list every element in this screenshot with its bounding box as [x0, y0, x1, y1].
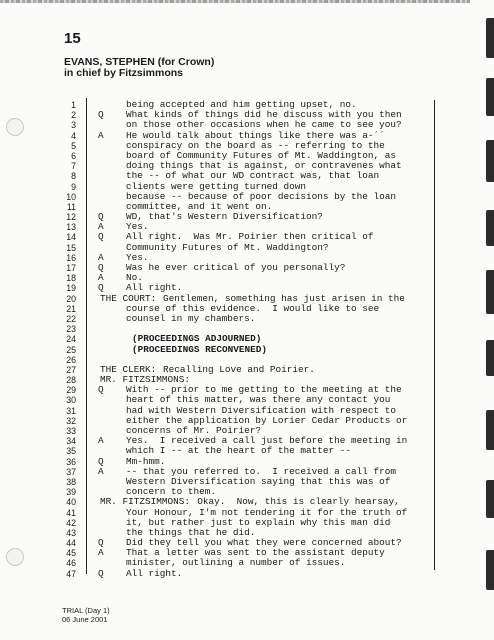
- line-number: 16: [66, 252, 76, 263]
- line-number: 42: [66, 517, 76, 528]
- line-number: 28: [66, 375, 76, 386]
- footer-date: 06 June 2001: [62, 615, 108, 624]
- footer-trial-day: TRIAL (Day 1): [62, 606, 110, 615]
- speaker-label: Q: [98, 537, 104, 549]
- page-number: 15: [64, 30, 81, 47]
- line-number: 39: [66, 487, 76, 498]
- binder-tab: [486, 140, 494, 182]
- line-number: 20: [66, 293, 76, 304]
- line-number: 34: [66, 436, 76, 447]
- line-text: Your Honour, I'm not tendering it for the truth of: [126, 506, 408, 518]
- line-number: 26: [66, 354, 76, 365]
- line-text: What kinds of things did he discuss with you then: [126, 109, 402, 121]
- binder-tab: [486, 480, 494, 518]
- right-margin-rule: [434, 100, 435, 570]
- line-number: 4: [71, 130, 76, 141]
- line-text: (PROCEEDINGS RECONVENED): [132, 343, 268, 355]
- line-text: Okay. Now, this is clearly hearsay,: [197, 496, 400, 508]
- punch-hole-top: [6, 118, 24, 136]
- line-number: 40: [66, 497, 76, 508]
- line-text: either the application by Lorier Cedar Products or: [126, 414, 408, 426]
- line-text: Yes. I received a call just before the meeting in: [126, 435, 408, 447]
- line-number: 2: [71, 110, 76, 121]
- line-text: had with Western Diversification with respect to: [126, 404, 397, 416]
- line-text: WD, that's Western Diversification?: [126, 211, 323, 223]
- transcript-line: [56, 171, 434, 181]
- transcript-line: [56, 243, 434, 253]
- line-text: No.: [126, 272, 143, 284]
- witness-heading: [64, 57, 214, 79]
- line-text: counsel in my chambers.: [126, 312, 256, 324]
- line-number: 30: [66, 395, 76, 406]
- line-text: which I -- at the heart of the matter --: [126, 445, 352, 457]
- line-number: 14: [66, 232, 76, 243]
- transcript-line: [56, 477, 434, 487]
- line-text: concerns of Mr. Poirier?: [126, 425, 262, 436]
- line-text: minister, outlining a number of issues.: [126, 557, 346, 569]
- line-text: Did they tell you what they were concerned about?: [126, 537, 402, 549]
- line-text: Was he ever critical of you personally?: [126, 262, 346, 273]
- transcript-line: [56, 212, 434, 222]
- binder-tab: [486, 410, 494, 450]
- line-number: 18: [66, 273, 76, 284]
- speaker-label: A: [98, 129, 104, 141]
- line-number: 12: [66, 212, 76, 223]
- speaker-label: Q: [98, 231, 104, 243]
- line-text: clients were getting turned down: [126, 180, 307, 192]
- line-text: Western Diversification saying that this was of: [126, 475, 391, 487]
- line-text: He would talk about things like there was a-´´: [126, 129, 385, 141]
- speaker-label: MR. FITZSIMMONS:: [100, 496, 191, 508]
- line-number: 47: [66, 568, 76, 579]
- line-number: 44: [66, 538, 76, 549]
- line-text: being accepted and him getting upset, no.: [126, 99, 357, 110]
- line-number: 45: [66, 548, 76, 559]
- line-text: Community Futures of Mt. Waddington?: [126, 241, 329, 253]
- line-text: board of Community Futures of Mt. Waddington, as: [126, 149, 397, 161]
- line-number: 9: [71, 181, 76, 192]
- line-number: 21: [66, 303, 76, 314]
- speaker-label: Q: [98, 282, 104, 294]
- speaker-label: Q: [98, 109, 104, 121]
- line-text: All right.: [126, 282, 183, 294]
- speaker-label: A: [98, 221, 104, 233]
- examination-type: in chief by Fitzsimmons: [64, 67, 184, 79]
- line-number: 33: [66, 426, 76, 436]
- line-text: conspiracy on the board as -- referring to the: [126, 139, 385, 151]
- transcript-line: [56, 345, 434, 355]
- scan-edge: [0, 0, 470, 3]
- line-number: 38: [66, 476, 76, 487]
- line-number: 29: [66, 385, 76, 396]
- speaker-label: Q: [98, 567, 104, 579]
- line-number: 23: [66, 324, 76, 335]
- speaker-label: THE COURT:: [100, 292, 157, 304]
- line-number: 41: [66, 507, 76, 518]
- transcript-line: [56, 497, 434, 507]
- transcript-line: [56, 334, 434, 344]
- speaker-label: Q: [98, 384, 104, 396]
- speaker-label: A: [98, 251, 104, 263]
- binder-tab: [486, 340, 494, 376]
- line-number: 35: [66, 446, 76, 457]
- line-number: 3: [71, 120, 76, 131]
- line-number: 22: [66, 313, 76, 324]
- transcript-line: [56, 558, 434, 568]
- speaker-label: THE CLERK:: [100, 363, 157, 375]
- line-number: 5: [71, 140, 76, 151]
- line-text: because -- because of poor decisions by the loan: [126, 190, 397, 202]
- speaker-label: Q: [98, 455, 104, 467]
- line-text: doing things that is against, or contravenes what: [126, 160, 402, 172]
- speaker-label: Q: [98, 262, 104, 273]
- line-number: 15: [66, 242, 76, 253]
- line-text: With -- prior to me getting to the meeting at the: [126, 384, 402, 396]
- line-text: Recalling Love and Poirier.: [163, 363, 315, 375]
- line-number: 19: [66, 283, 76, 294]
- binder-tab: [486, 210, 494, 246]
- transcript-line: [56, 569, 434, 579]
- line-text: on those other occasions when he came to see you?: [126, 119, 402, 131]
- line-number: 8: [71, 171, 76, 182]
- line-text: committee, and it went on.: [126, 200, 273, 212]
- line-text: All right.: [126, 567, 183, 579]
- transcript-line: [56, 314, 434, 324]
- binder-tab: [486, 550, 494, 590]
- line-number: 17: [66, 263, 76, 273]
- transcript-line: [56, 446, 434, 456]
- line-text: Gentlemen, something has just arisen in the: [163, 292, 405, 304]
- line-number: 1: [71, 100, 76, 110]
- speaker-label: A: [98, 435, 104, 447]
- page-footer: [62, 606, 110, 624]
- line-text: it, but rather just to explain why this man did: [126, 516, 391, 528]
- line-number: 24: [66, 334, 76, 345]
- line-number: 11: [66, 201, 76, 212]
- line-number: 37: [66, 466, 76, 477]
- witness-name: EVANS, STEPHEN (for Crown): [64, 56, 215, 68]
- line-text: All right. Was Mr. Poirier then critical of: [126, 231, 374, 243]
- binder-tab: [486, 270, 494, 314]
- line-text: the things that he did.: [126, 526, 256, 538]
- line-text: (PROCEEDINGS ADJOURNED): [132, 333, 262, 345]
- speaker-label: Q: [98, 211, 104, 223]
- line-number: 13: [66, 222, 76, 233]
- line-number: 31: [66, 405, 76, 416]
- transcript-line: [56, 263, 434, 273]
- speaker-label: MR. FITZSIMMONS:: [100, 374, 191, 386]
- transcript-lines: [56, 100, 434, 579]
- speaker-label: A: [98, 547, 104, 559]
- line-number: 6: [71, 150, 76, 161]
- speaker-label: A: [98, 272, 104, 284]
- line-number: 27: [66, 364, 76, 375]
- line-text: Yes.: [126, 221, 149, 233]
- line-text: the -- of what our WD contract was, that loan: [126, 170, 380, 182]
- line-text: concern to them.: [126, 486, 217, 498]
- line-number: 36: [66, 456, 76, 467]
- line-text: Mm-hmm.: [126, 455, 166, 467]
- speaker-label: A: [98, 465, 104, 477]
- line-text: Yes.: [126, 251, 149, 263]
- line-text: -- that you referred to. I received a call from: [126, 465, 397, 477]
- binder-tab: [486, 78, 494, 116]
- punch-hole-bottom: [6, 548, 24, 566]
- line-number: 10: [66, 191, 76, 202]
- line-number: 25: [66, 344, 76, 355]
- line-text: course of this evidence. I would like to see: [126, 302, 380, 314]
- line-text: That a letter was sent to the assistant deputy: [126, 547, 385, 559]
- line-number: 43: [66, 527, 76, 538]
- binder-tab: [486, 18, 494, 58]
- line-number: 32: [66, 415, 76, 426]
- line-text: heart of this matter, was there any contact you: [126, 394, 391, 406]
- transcript-line: [56, 273, 434, 283]
- line-number: 7: [71, 161, 76, 172]
- line-number: 46: [66, 558, 76, 569]
